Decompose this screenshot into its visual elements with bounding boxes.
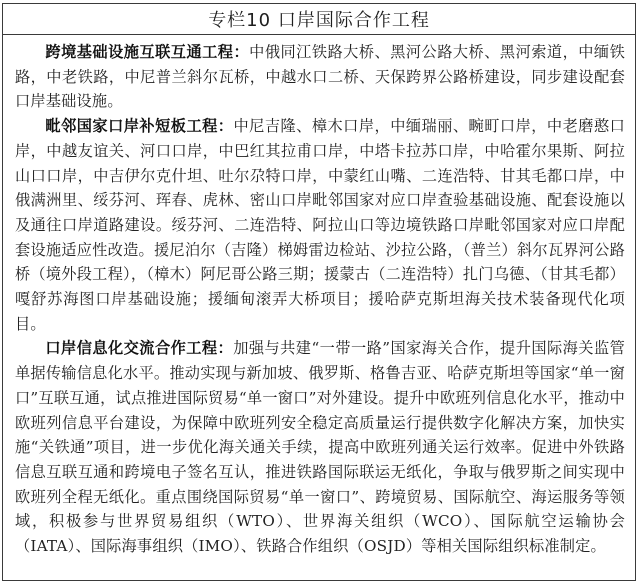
section-body: 加强与共建“一带一路”国家海关合作，提升国际海关监管单据传输信息化水平。推动实现与新加坡、俄罗斯、格鲁吉亚、哈萨克斯坦等国家“单一窗口”互联互通，试点推进国际贸易“单一窗口”对外建设。提升中欧班列信息化水平，推动中欧班列信息平台建设，为保障中欧班列安全稳定高质量运行提供数字化解决方案，加快实施“关铁通”项目，进一步优化海关通关手续，提高中欧班列通关运行效率。促进中外铁路信息互联互通和跨境电子签名互认，推进铁路国际联运无纸化，争取与俄罗斯之间实现中欧班列全程无纸化。重点围绕国际贸易“单一窗口”、跨境贸易、国际航空、海运服务等领域，积极参与世界贸易组织（WTO）、世界海关组织（WCO）、国际航空运输协会（IATA）、国际海事组织（IMO）、铁路合作组织（OSJD）等相关国际组织标准制定。 bbox=[15, 339, 625, 556]
section-heading: 毗邻国家口岸补短板工程： bbox=[45, 117, 234, 136]
section-body: 中俄同江铁路大桥、黑河公路大桥、黑河索道，中缅铁路，中老铁路，中尼普兰斜尔瓦桥，中越水口二桥、天保跨界公路桥建设，同步建设配套口岸基础设施。 bbox=[15, 43, 625, 111]
section-port-shortboard bbox=[15, 114, 625, 336]
section-informatization bbox=[15, 336, 625, 558]
section-body: 中尼吉隆、樟木口岸，中缅瑞丽、畹町口岸，中老磨憨口岸，中越友谊关、河口口岸，中巴红其拉甫口岸，中塔卡拉苏口岸，中哈霍尔果斯、阿拉山口口岸，中吉伊尔克什坦、吐尔尕特口岸，中蒙红山嘴、二连浩特、甘其毛都口岸，中俄满洲里、绥芬河、珲春、虎林、密山口岸毗邻国家对应口岸查验基础设施、配套设施以及通往口岸道路建设。绥芬河、二连浩特、阿拉山口等边境铁路口岸毗邻国家对应口岸配套设施适应性改造。援尼泊尔（吉隆）梯姆雷边检站、沙拉公路，（普兰）斜尔瓦界河公路桥（境外段工程），（樟木）阿尼哥公路三期；援蒙古（二连浩特）扎门乌德、（甘其毛都）嘎舒苏海图口岸基础设施；援缅甸滚弄大桥项目；援哈萨克斯坦海关技术装备现代化项目。 bbox=[15, 117, 625, 333]
box-content bbox=[3, 35, 635, 559]
section-infrastructure bbox=[15, 40, 625, 114]
section-heading: 口岸信息化交流合作工程： bbox=[45, 339, 234, 358]
column-box bbox=[2, 3, 636, 581]
section-heading: 跨境基础设施互联互通工程： bbox=[45, 43, 250, 61]
box-title: 专栏10 口岸国际合作工程 bbox=[3, 4, 635, 35]
